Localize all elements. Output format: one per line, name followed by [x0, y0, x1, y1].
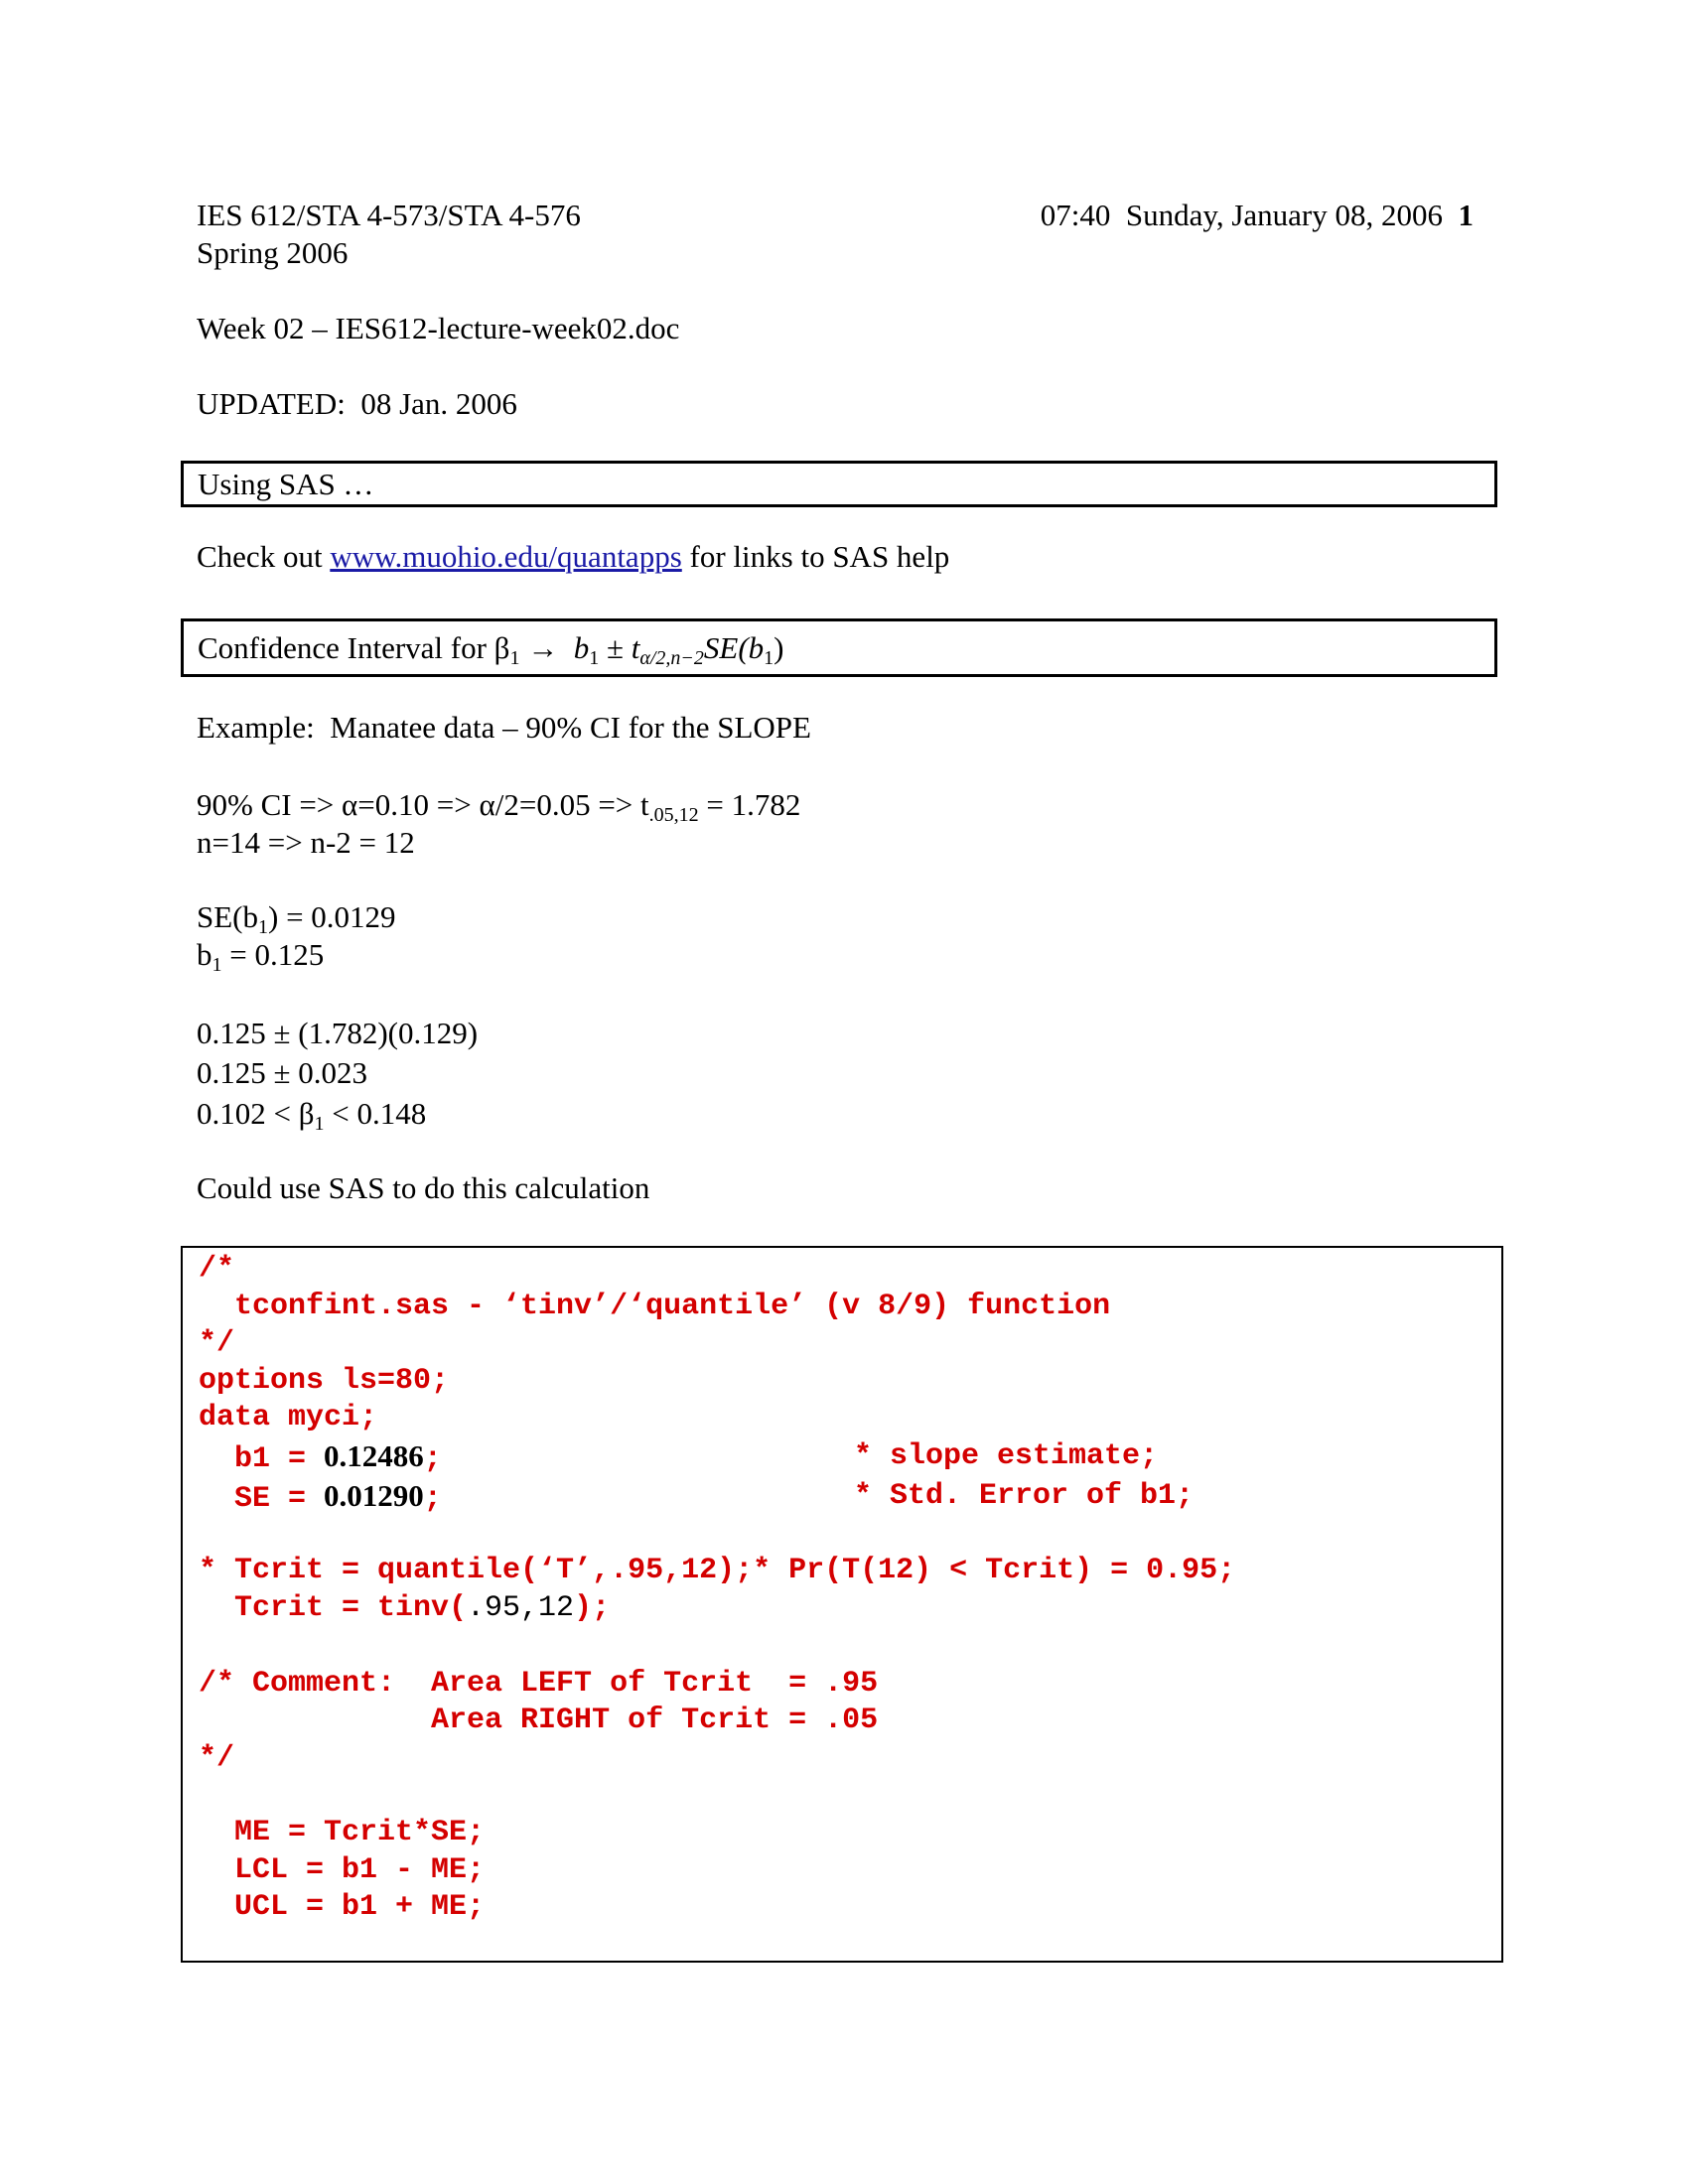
- code-line: * Tcrit = quantile(‘T’,.95,12);* Pr(T(12) < Tcrit) = 0.95;: [199, 1554, 1236, 1587]
- calc3-post: < 0.148: [324, 1096, 427, 1131]
- code-line: UCL = b1 + ME;: [199, 1890, 486, 1924]
- code-line: */: [199, 1326, 235, 1360]
- code-line: tconfint.sas - ‘tinv’/‘quantile’ (v 8/9) function: [199, 1290, 1111, 1323]
- calc3-sub: 1: [314, 1113, 325, 1135]
- calc-line1: 0.125 ± (1.782)(0.129): [197, 1016, 479, 1050]
- ci-formula-box: [181, 618, 1497, 677]
- code-line: [199, 1437, 1479, 1478]
- semicolon: ;: [423, 1442, 442, 1476]
- line1-pre: 90% CI => α=0.10 => α/2=0.05 => t: [197, 787, 649, 822]
- b1-pre: b: [197, 937, 212, 972]
- formula-b-sub: 1: [589, 647, 600, 669]
- check-out-line: [197, 538, 949, 576]
- example-line1: [197, 786, 800, 824]
- code-line: /* Comment: Area LEFT of Tcrit = .95: [199, 1667, 879, 1701]
- b1-value: 0.12486: [324, 1438, 424, 1473]
- code-line: */: [199, 1741, 235, 1775]
- using-sas-heading: Using SAS …: [198, 467, 374, 501]
- timestamp: 07:40 Sunday, January 08, 2006: [1040, 198, 1443, 232]
- code-se-assign: SE =: [199, 1482, 325, 1516]
- tinv-args: .95,12: [467, 1591, 575, 1625]
- code-line: Area RIGHT of Tcrit = .05: [199, 1704, 879, 1737]
- code-line: /*: [199, 1252, 235, 1286]
- page-number: 1: [1458, 198, 1474, 232]
- code-comment: * slope estimate;: [854, 1439, 1159, 1473]
- tinv-call: Tcrit = tinv(: [199, 1591, 468, 1625]
- b1-sub: 1: [211, 954, 222, 976]
- formula-t: t: [631, 630, 640, 665]
- check-out-prefix: Check out: [197, 539, 331, 574]
- code-line: data myci;: [199, 1401, 378, 1434]
- term: Spring 2006: [197, 235, 349, 270]
- se-post: ) = 0.0129: [268, 899, 396, 934]
- ci-label-sub: 1: [509, 647, 520, 669]
- code-comment: * Std. Error of b1;: [854, 1479, 1195, 1513]
- code-line: [199, 1589, 610, 1627]
- code-line: [199, 1477, 1479, 1518]
- sas-note: Could use SAS to do this calculation: [197, 1170, 650, 1205]
- calc-line2: 0.125 ± 0.023: [197, 1055, 368, 1090]
- formula-pm: ±: [599, 630, 632, 665]
- formula-se-sub: 1: [764, 647, 774, 669]
- se-line: [197, 898, 396, 936]
- updated-line: UPDATED: 08 Jan. 2006: [197, 386, 517, 421]
- line1-sub: .05,12: [648, 804, 699, 826]
- ci-formula: [198, 629, 784, 667]
- tinv-close: );: [574, 1591, 611, 1625]
- formula-t-sub: α/2,n−2: [639, 647, 704, 669]
- formula-se: SE(b: [703, 630, 765, 665]
- header-timestamp: [1041, 197, 1474, 234]
- example-title: Example: Manatee data – 90% CI for the SLOPE: [197, 710, 811, 745]
- quantapps-link[interactable]: www.muohio.edu/quantapps: [330, 539, 682, 574]
- code-line: LCL = b1 - ME;: [199, 1853, 486, 1887]
- check-out-suffix: for links to SAS help: [681, 539, 950, 574]
- b1-line: [197, 936, 324, 974]
- example-line2: n=14 => n-2 = 12: [197, 825, 415, 860]
- ci-label: Confidence Interval for β: [198, 630, 510, 665]
- se-pre: SE(b: [197, 899, 258, 934]
- formula-close: ): [774, 630, 784, 665]
- code-line: ME = Tcrit*SE;: [199, 1816, 486, 1849]
- using-sas-box: [181, 461, 1497, 507]
- week-line: Week 02 – IES612-lecture-week02.doc: [197, 311, 680, 345]
- formula-b: b: [573, 630, 590, 665]
- code-line: options ls=80;: [199, 1364, 450, 1398]
- se-value: 0.01290: [324, 1478, 424, 1513]
- se-sub: 1: [258, 916, 268, 938]
- line1-post: = 1.782: [698, 787, 801, 822]
- code-b1-assign: b1 =: [199, 1442, 325, 1476]
- sas-code-box: [181, 1246, 1503, 1963]
- b1-post: = 0.125: [221, 937, 325, 972]
- arrow-icon: →: [519, 630, 574, 665]
- calc3-pre: 0.102 < β: [197, 1096, 315, 1131]
- semicolon: ;: [423, 1482, 442, 1516]
- course-title: IES 612/STA 4-573/STA 4-576: [197, 198, 581, 232]
- calc-line3: [197, 1095, 426, 1133]
